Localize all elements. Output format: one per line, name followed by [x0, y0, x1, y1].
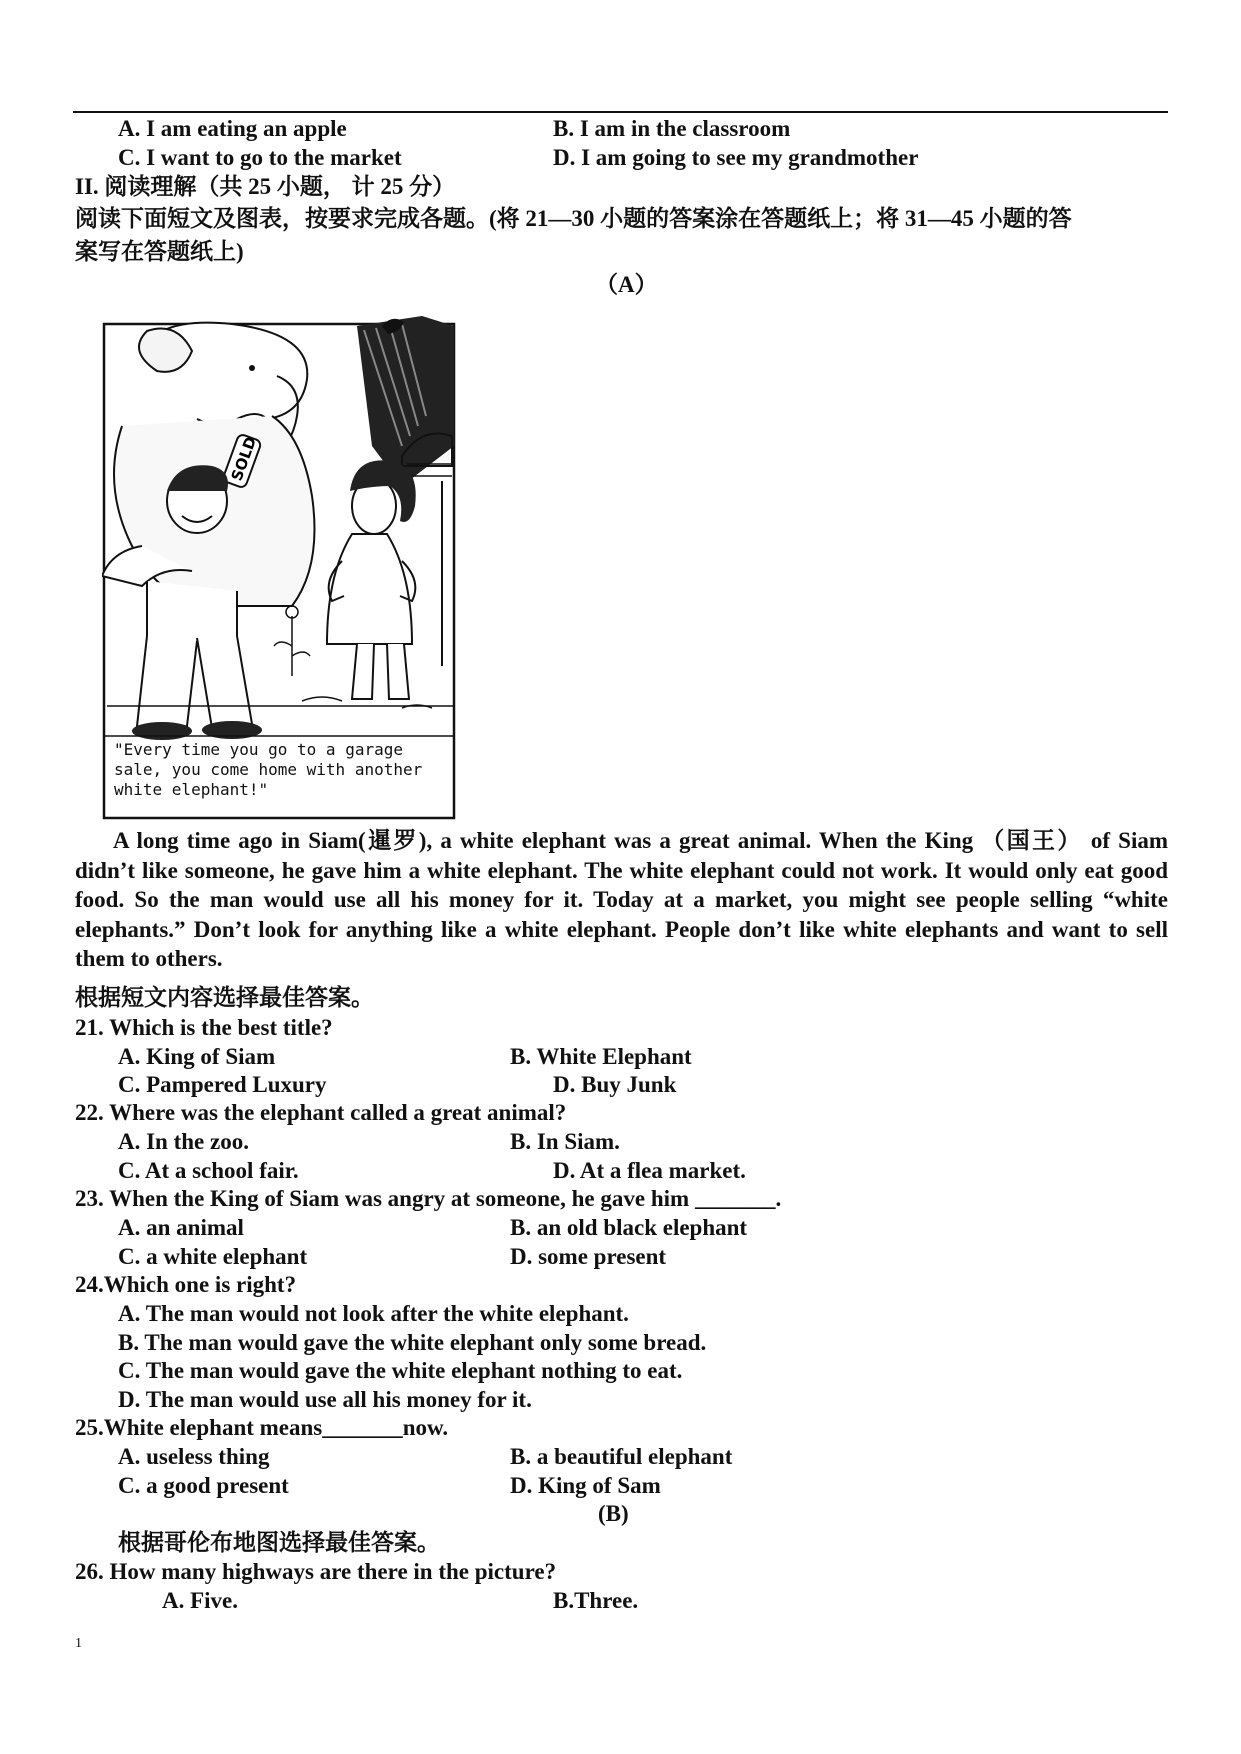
question-24-option-c: C. The man would gave the white elephant nothing to eat. [118, 1358, 683, 1383]
question-22-option-a: A. In the zoo. [118, 1129, 249, 1154]
question-22-option-d: D. At a flea market. [553, 1158, 746, 1183]
question-21-option-c: C. Pampered Luxury [118, 1072, 327, 1097]
question-25-option-d: D. King of Sam [510, 1473, 661, 1498]
question-22-stem: 22. Where was the elephant called a great animal? [75, 1100, 567, 1125]
option-d: D. I am going to see my grandmother [553, 145, 919, 170]
question-25-option-a: A. useless thing [118, 1444, 270, 1469]
instructions-line-2: 案写在答题纸上) [75, 239, 244, 264]
question-25-stem: 25.White elephant means_______now. [75, 1415, 449, 1440]
question-22-option-b: B. In Siam. [510, 1129, 620, 1154]
part-b-label: (B) [598, 1501, 629, 1526]
question-21-stem: 21. Which is the best title? [75, 1015, 333, 1040]
section-title: II. 阅读理解（共 25 小题， 计 25 分） [75, 174, 456, 199]
question-24-stem: 24.Which one is right? [75, 1272, 297, 1297]
question-26-option-a: A. Five. [162, 1588, 239, 1613]
sold-tag-text: SOLD [227, 434, 261, 484]
question-24-option-b: B. The man would gave the white elephant only some bread. [118, 1330, 707, 1355]
option-b: B. I am in the classroom [553, 116, 791, 141]
question-23-stem: 23. When the King of Siam was angry at someone, he gave him _______. [75, 1186, 782, 1211]
question-24-option-a: A. The man would not look after the white elephant. [118, 1301, 629, 1326]
question-25-option-b: B. a beautiful elephant [510, 1444, 733, 1469]
question-23-option-d: D. some present [510, 1244, 667, 1269]
question-26-option-b: B.Three. [553, 1588, 639, 1613]
question-24-option-d: D. The man would use all his money for it. [118, 1387, 532, 1412]
page-number: 1 [75, 1636, 82, 1651]
instructions-line-1: 阅读下面短文及图表，按要求完成各题。(将 21—30 小题的答案涂在答题纸上；将 31—45 小题的答 [75, 206, 1072, 231]
question-23-option-a: A. an animal [118, 1215, 244, 1240]
header-rule [73, 111, 1168, 113]
question-21-option-b: B. White Elephant [510, 1044, 692, 1069]
question-21-option-a: A. King of Siam [118, 1044, 276, 1069]
cartoon-caption: "Every time you go to a garage sale, you come home with another white elephant!" [114, 740, 423, 799]
question-21-option-d: D. Buy Junk [553, 1072, 677, 1097]
part-b-directive: 根据哥伦布地图选择最佳答案。 [118, 1530, 440, 1555]
question-25-option-c: C. a good present [118, 1473, 289, 1498]
part-a-label: （A） [595, 272, 658, 297]
option-a: A. I am eating an apple [118, 116, 347, 141]
part-a-directive: 根据短文内容选择最佳答案。 [75, 985, 374, 1010]
option-c: C. I want to go to the market [118, 145, 402, 170]
question-22-option-c: C. At a school fair. [118, 1158, 299, 1183]
question-23-option-b: B. an old black elephant [510, 1215, 748, 1240]
passage-a: A long time ago in Siam(暹罗), a white elephant was a great animal. When the King （国王） of Siam didn’t like someone, he gave him a white elephant. The white elephant could not work. It would only eat good food. So the man would use all his money for it. Today at a market, you might see people selling “white elephants.” Don’t look for anything like a white elephant. People don’t like white elephants and want to sell them to others. [75, 828, 1168, 971]
question-26-stem: 26. How many highways are there in the picture? [75, 1559, 557, 1584]
question-23-option-c: C. a white elephant [118, 1244, 308, 1269]
